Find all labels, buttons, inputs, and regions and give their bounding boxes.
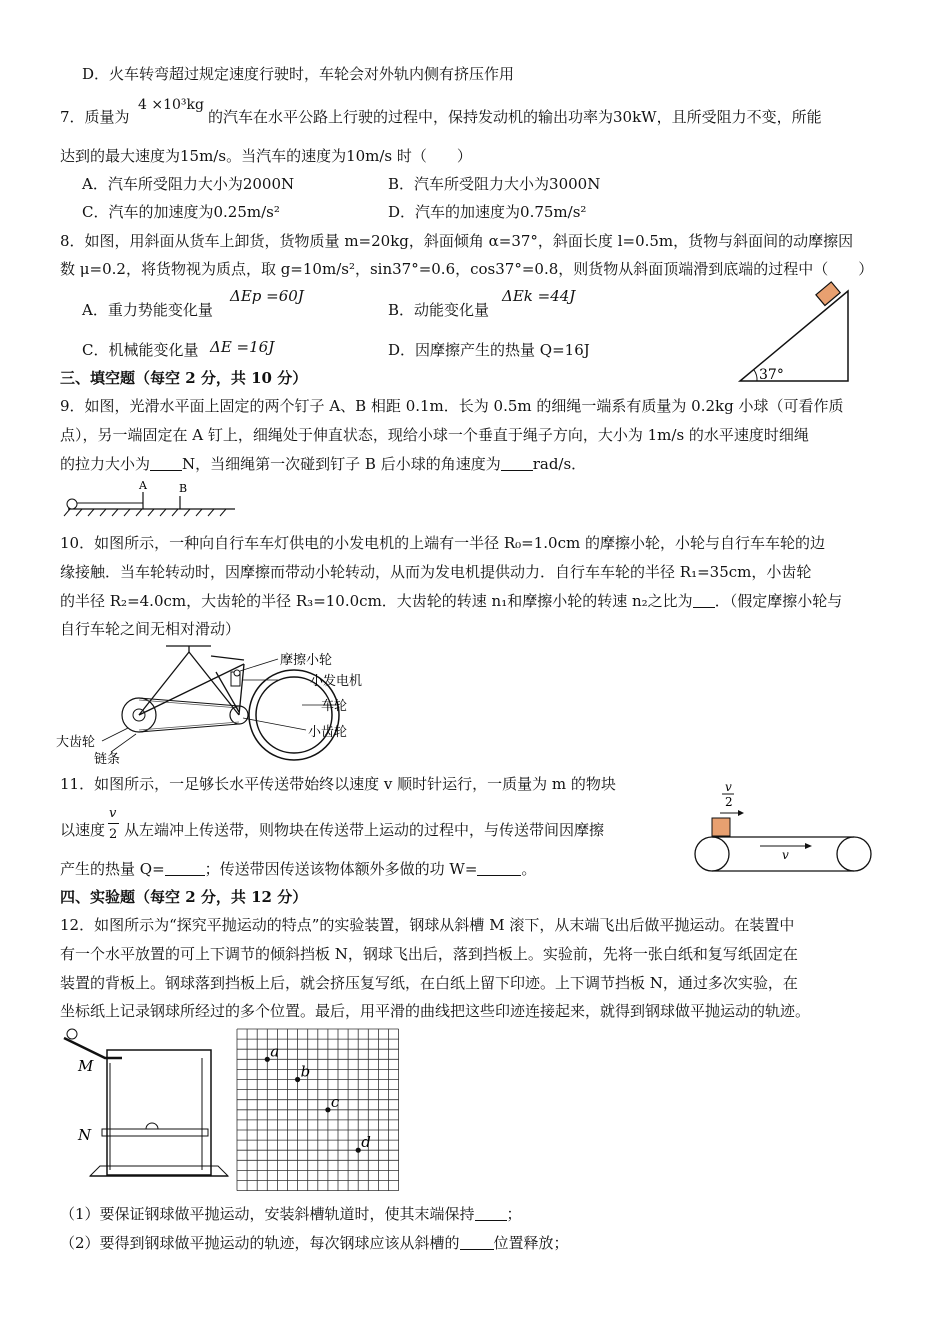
q10-label-big-gear: 大齿轮 [56,735,96,750]
q8-option-a-formula: ΔEp =60J [230,287,304,305]
q12-stem-line3: 装置的背板上。钢球落到挡板上后，就会挤压复写纸，在白纸上留下印迹。上下调节挡板 N，通过多次实验，在 [60,974,798,992]
q9-label-b: B [179,482,188,495]
q10-label-friction-wheel: 摩擦小轮 [280,653,333,668]
q8-stem-line1: 8．如图，用斜面从货车上卸货，货物质量 m=20kg，斜面倾角 α=37°，斜面长度 l=0.5m，货物与斜面间的动摩擦因 [60,232,854,250]
q12-coordinate-grid [236,1028,400,1190]
trajectory-label-c: c [330,1092,340,1111]
q9-blank-1[interactable] [150,457,182,471]
q8-option-c-formula: ΔE =16J [210,338,275,356]
q7-mass: 4 ×10³kg [138,97,204,113]
q9-stem-line1: 9．如图，光滑水平面上固定的两个钉子 A、B 相距 0.1m．长为 0.5m 的细绳一端系有质量为 0.2kg 小球（可看作质 [60,397,844,415]
trajectory-point-b [295,1077,300,1082]
q7-stem-a: 7．质量为 [60,108,130,126]
q11-frac-bar [108,823,119,824]
q8-incline-figure [735,283,855,383]
q8-angle-label: 37° [759,367,784,383]
q10-label-small-gear: 小齿轮 [308,725,348,740]
q12-apparatus-figure [60,1028,230,1188]
q12-sub1: （1）要保证钢球做平抛运动，安装斜槽轨道时，使其末端保持 ； [60,1205,522,1223]
q11-fig-v: v [782,848,789,862]
q9-blank-2[interactable] [501,457,533,471]
q12-blank-2[interactable] [460,1236,494,1250]
q8-option-d: D．因摩擦产生的热量 Q=16J [388,341,590,359]
trajectory-label-b: b [300,1062,311,1081]
q11-fig-v2-denominator: 2 [725,795,733,809]
q10-stem-line4: 自行车轮之间无相对滑动） [60,620,241,638]
q10-label-chain: 链条 [94,752,121,767]
trajectory-point-a [265,1057,270,1062]
q11-frac-numerator: v [109,806,117,821]
q11-frac-denominator: 2 [109,827,118,842]
q8-option-b-formula: ΔEk =44J [502,287,576,305]
q11-stem-line1: 11．如图所示，一足够长水平传送带始终以速度 v 顺时针运行，一质量为 m 的物块 [60,775,616,793]
q7-stem-b: 的汽车在水平公路上行驶的过程中，保持发动机的输出功率为30kW，且所受阻力不变，所能 [208,108,822,126]
q7-stem-line2: 达到的最大速度为15m/s。当汽车的速度为10m/s 时（ ） [60,147,472,165]
q7-option-b: B．汽车所受阻力大小为3000N [388,175,601,193]
q11-blank-2[interactable] [477,862,521,876]
q10-stem-line1: 10．如图所示，一种向自行车车灯供电的小发电机的上端有一半径 R₀=1.0cm 的摩擦小轮，小轮与自行车车轮的边 [60,534,825,552]
trajectory-point-d [356,1148,361,1153]
q12-sub2: （2）要得到钢球做平抛运动的轨迹，每次钢球应该从斜槽的 位置释放； [60,1234,569,1252]
q6-option-d: D．火车转弯超过规定速度行驶时，车轮会对外轨内侧有挤压作用 [82,65,515,83]
q11-stem-line3: 产生的热量 Q= ；传送带因传送该物体额外多做的功 W= 。 [60,860,537,878]
section-4-title: 四、实验题（每空 2 分，共 12 分） [60,888,308,906]
q9-figure [60,478,240,518]
q12-blank-1[interactable] [475,1207,507,1221]
q8-option-c-text: C．机械能变化量 [82,341,199,359]
q10-blank[interactable] [693,594,715,608]
q8-option-b-text: B．动能变化量 [388,301,490,319]
q8-stem-line2: 数 μ=0.2，将货物视为质点，取 g=10m/s²，sin37°=0.6，cos37°=0.8，则货物从斜面顶端滑到底端的过程中（ ） [60,260,874,278]
q9-stem-line2: 点），另一端固定在 A 钉上，细绳处于伸直状态，现给小球一个垂直于绳子方向，大小为 1m/s 的水平速度时细绳 [60,426,809,444]
q8-option-a-text: A．重力势能变化量 [82,301,213,319]
q10-stem-line2: 缘接触．当车轮转动时，因摩擦而带动小轮转动，从而为发电机提供动力．自行车车轮的半径 R₁=35cm，小齿轮 [60,563,812,581]
q11-blank-1[interactable] [165,862,205,876]
q11-conveyor-figure [690,780,880,875]
trajectory-label-a: a [270,1042,280,1061]
q11-stem-line2a: 以速度 [60,821,106,839]
q12-label-n: N [78,1126,92,1144]
q10-bicycle-figure [56,642,386,770]
q7-option-c: C．汽车的加速度为0.25m/s² [82,203,280,221]
q9-label-a: A [139,479,147,492]
trajectory-label-d: d [361,1133,371,1152]
q10-label-generator: 小发电机 [310,674,363,689]
trajectory-point-c [325,1107,330,1112]
q11-fig-v2-numerator: v [725,780,732,794]
q12-stem-line2: 有一个水平放置的可上下调节的倾斜挡板 N，钢球飞出后，落到挡板上。实验前，先将一张白纸和复写纸固定在 [60,945,798,963]
q7-option-d: D．汽车的加速度为0.75m/s² [388,203,587,221]
q9-stem-line3: 的拉力大小为 N，当细绳第一次碰到钉子 B 后小球的角速度为 rad/s． [60,455,587,473]
q10-stem-line3: 的半径 R₂=4.0cm，大齿轮的半径 R₃=10.0cm．大齿轮的转速 n₁和摩擦小轮的转速 n₂之比为 ．（假定摩擦小轮与 [60,592,843,610]
q12-label-m: M [78,1057,94,1075]
section-3-title: 三、填空题（每空 2 分，共 10 分） [60,369,308,387]
q7-option-a: A．汽车所受阻力大小为2000N [82,175,295,193]
q11-stem-line2b: 从左端冲上传送带，则物块在传送带上运动的过程中，与传送带间因摩擦 [124,821,605,839]
q12-stem-line1: 12．如图所示为“探究平抛运动的特点”的实验装置，钢球从斜槽 M 滚下，从末端飞出后做平抛运动。在装置中 [60,916,795,934]
q12-stem-line4: 坐标纸上记录钢球所经过的多个位置。最后，用平滑的曲线把这些印迹连接起来，就得到钢球做平抛运动的轨迹。 [60,1002,811,1020]
q10-label-wheel: 车轮 [321,699,348,714]
